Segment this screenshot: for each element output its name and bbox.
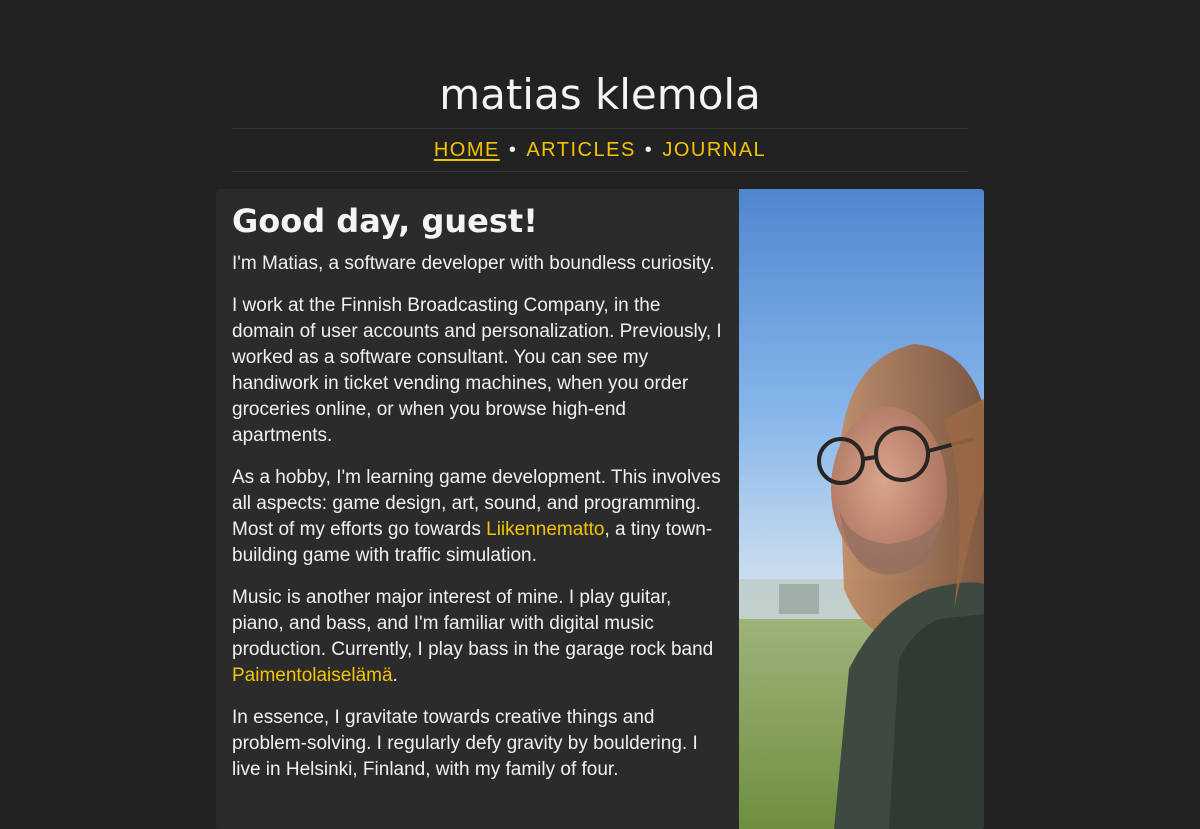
liikennematto-link[interactable]: Liikennematto	[486, 519, 605, 540]
hobby-paragraph	[232, 465, 726, 569]
nav-articles-link[interactable]: ARTICLES	[526, 138, 636, 161]
music-paragraph	[232, 585, 726, 689]
profile-photo	[739, 189, 984, 829]
hobby-text-end: , a tiny town-building game with traffic simulation.	[232, 519, 713, 566]
nav-separator: •	[644, 138, 654, 161]
nav-separator: •	[508, 138, 518, 161]
portrait-image	[739, 189, 984, 829]
music-text-end: .	[392, 665, 398, 686]
nav-home-link[interactable]: HOME	[433, 138, 500, 161]
site-title[interactable]: matias klemola	[439, 70, 761, 119]
intro-content	[232, 199, 726, 799]
essence-paragraph: In essence, I gravitate towards creative things and problem-solving. I regularly defy gravity by bouldering. I live in Helsinki, Finland, with my family of four.	[232, 707, 698, 780]
work-paragraph: I work at the Finnish Broadcasting Company, in the domain of user accounts and personalization. Previously, I worked as a software consultant. You can see my handiwork in ticket vending machines, when you order groceries online, or when you browse high-end apartments.	[232, 295, 722, 446]
greeting-heading: Good day, guest!	[232, 202, 538, 240]
hobby-text: As a hobby, I'm learning game development. This involves all aspects: game design, art, sound, and programming. Most of my efforts go towards	[232, 467, 721, 540]
main-nav	[232, 128, 968, 172]
nav-journal-link[interactable]: JOURNAL	[662, 138, 767, 161]
music-text: Music is another major interest of mine. I play guitar, piano, and bass, and I'm familiar with digital music production. Currently, I play bass in the garage rock band	[232, 587, 714, 660]
intro-card	[216, 189, 984, 829]
band-link[interactable]: Paimentolaiselämä	[232, 665, 393, 686]
intro-paragraph: I'm Matias, a software developer with boundless curiosity.	[232, 253, 715, 274]
